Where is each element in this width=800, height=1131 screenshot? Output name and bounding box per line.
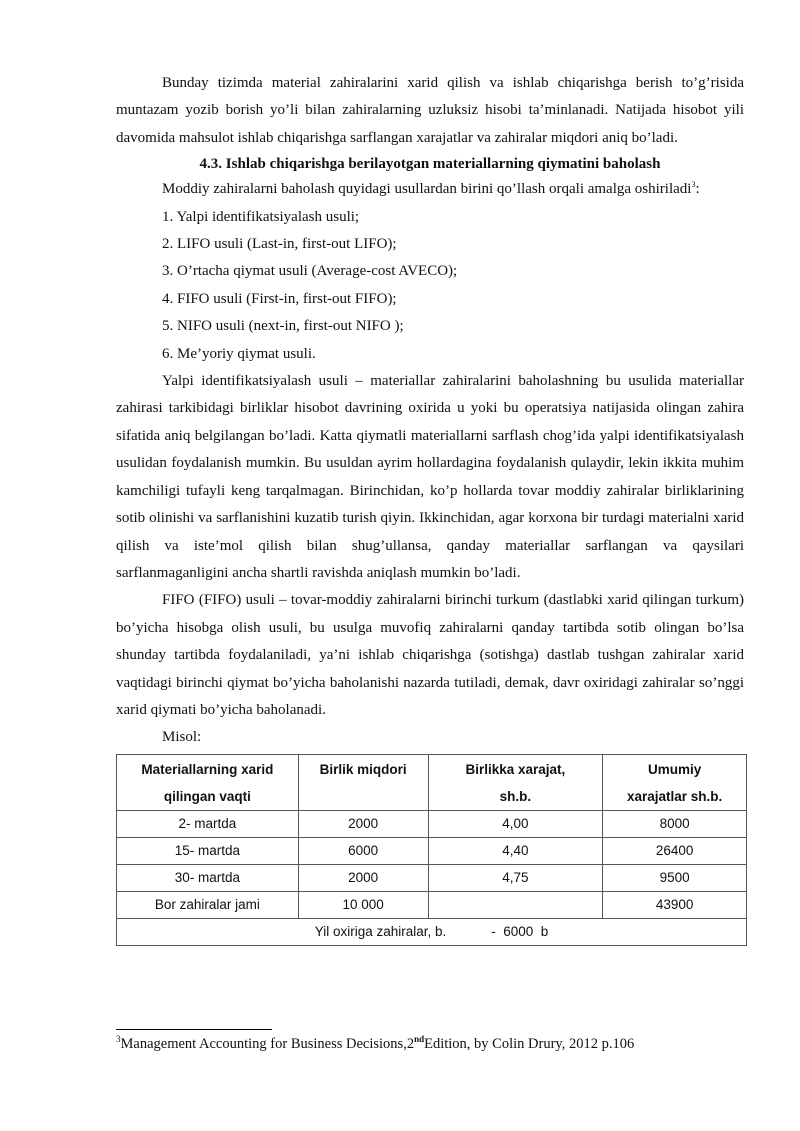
cell-qty: 2000 <box>298 864 428 891</box>
method-item: 2. LIFO usuli (Last-in, first-out LIFO); <box>162 236 397 253</box>
header-unit-qty: Birlik miqdori <box>298 754 428 810</box>
methods-intro <box>116 176 744 203</box>
table-total-row <box>117 891 747 918</box>
cell-qty: 10 000 <box>298 891 428 918</box>
page-content <box>116 70 744 946</box>
table-header-row <box>117 754 747 810</box>
footnote-rule <box>116 1029 272 1030</box>
cell-date: 30- martda <box>117 864 299 891</box>
header-total-cost: Umumiy xarajatlar sh.b. <box>603 754 747 810</box>
cell-unit-cost <box>428 891 603 918</box>
cell-unit-cost: 4,75 <box>428 864 603 891</box>
cell-date: 15- martda <box>117 837 299 864</box>
table-row <box>117 810 747 837</box>
year-end-stock: Yil oxiriga zahiralar, b. - 6000 b <box>117 918 747 945</box>
table-footer-row <box>117 918 747 945</box>
methods-intro-end: : <box>695 181 700 198</box>
method-item: 5. NIFO usuli (next-in, first-out NIFO ); <box>162 318 404 335</box>
methods-intro-text: Moddiy zahiralarni baholash quyidagi usullardan birini qo’llash orqali amalga oshiriladi <box>162 181 692 198</box>
cell-total: 26400 <box>603 837 747 864</box>
table-row <box>117 864 747 891</box>
cell-unit-cost: 4,40 <box>428 837 603 864</box>
cell-qty: 2000 <box>298 810 428 837</box>
cell-date: 2- martda <box>117 810 299 837</box>
method-item: 1. Yalpi identifikatsiyalash usuli; <box>162 208 360 225</box>
header-unit-cost: Birlikka xarajat, sh.b. <box>428 754 603 810</box>
cell-unit-cost: 4,00 <box>428 810 603 837</box>
yalpi-paragraph: Yalpi identifikatsiyalash usuli – materiallar zahiralarini baholashning bu usulida materiallar zahirasi tarkibidagi birliklar hisobot davrining oxirida u yoki bu operatsiya natijasida olingan zahira sifatida aniq belgilangan bo’ladi. Katta qiymatli materiallarni sarflash chog’ida yalpi identifikatsiyalash usulidan foydalanish mumkin. Bu usuldan ayrim hollardagina foydalanish qulaydir, lekin ikkita muhim kamchiligi tufayli keng tarqalmagan. Birinchidan, ko’p hollarda tovar moddiy zahiralar birliklarining sotib olinishi va sarflanishini kuzatib turish qiyin. Ikkinchidan, agar korxona bir turdagi materialni xarid qilish va iste’mol qilish bilan shug’ullansa, qanday materiallar sarflangan va qaysilari sarflanmaganligini ancha shartli ravishda aniqlash mumkin bo’ladi. <box>116 373 744 581</box>
cell-total: 8000 <box>603 810 747 837</box>
table-row <box>117 837 747 864</box>
footnote-mark: 3 <box>116 1034 121 1045</box>
intro-paragraph: Bunday tizimda material zahiralarini xarid qilish va ishlab chiqarishga berish to’g’risida muntazam yozib borish yo’li bilan zahiralarning uzluksiz hisobi ta’minlanadi. Natijada hisobot yili davomida mahsulot ishlab chiqarishga sarflangan xarajatlar va zahiralar miqdori aniq bo’ladi. <box>116 75 744 146</box>
cell-date: Bor zahiralar jami <box>117 891 299 918</box>
method-item: 4. FIFO usuli (First-in, first-out FIFO); <box>162 290 397 307</box>
footnote-text-end: Edition, by Colin Drury, 2012 p.106 <box>424 1036 635 1052</box>
cell-qty: 6000 <box>298 837 428 864</box>
cell-total: 43900 <box>603 891 747 918</box>
example-label: Misol: <box>162 729 202 746</box>
footnote-text: Management Accounting for Business Decisions,2 <box>120 1036 415 1052</box>
footnote <box>116 1036 634 1053</box>
method-item: 3. O’rtacha qiymat usuli (Average-cost AVECO); <box>162 263 458 280</box>
fifo-paragraph: FIFO (FIFO) usuli – tovar-moddiy zahiralarni birinchi turkum (dastlabki xarid qilingan turkum) bo’yicha hisobga olish usuli, bu usulga muvofiq zahiralarni qanday tartibda sotib olingan bo’lsa shunday tartibda foydalaniladi, ya’ni ishlab chiqarishga (sotishga) dastlab tushgan zahiralar xarid vaqtidagi birinchi qiymat bo’yicha baholanishi nazarda tutiladi, demak, davr oxiridagi zahiralar so’nggi xarid qiymati bo’yicha baholanadi. <box>116 592 744 718</box>
footnote-ref: 3 <box>691 180 696 190</box>
method-item: 6. Me’yoriy qiymat usuli. <box>162 345 316 362</box>
header-purchase-date: Materiallarning xarid qilingan vaqti <box>117 754 299 810</box>
fifo-example-table <box>116 754 747 946</box>
section-heading: 4.3. Ishlab chiqarishga berilayotgan materiallarning qiymatini baholash <box>199 156 661 173</box>
cell-total: 9500 <box>603 864 747 891</box>
footnote-ordinal: nd <box>414 1034 425 1045</box>
